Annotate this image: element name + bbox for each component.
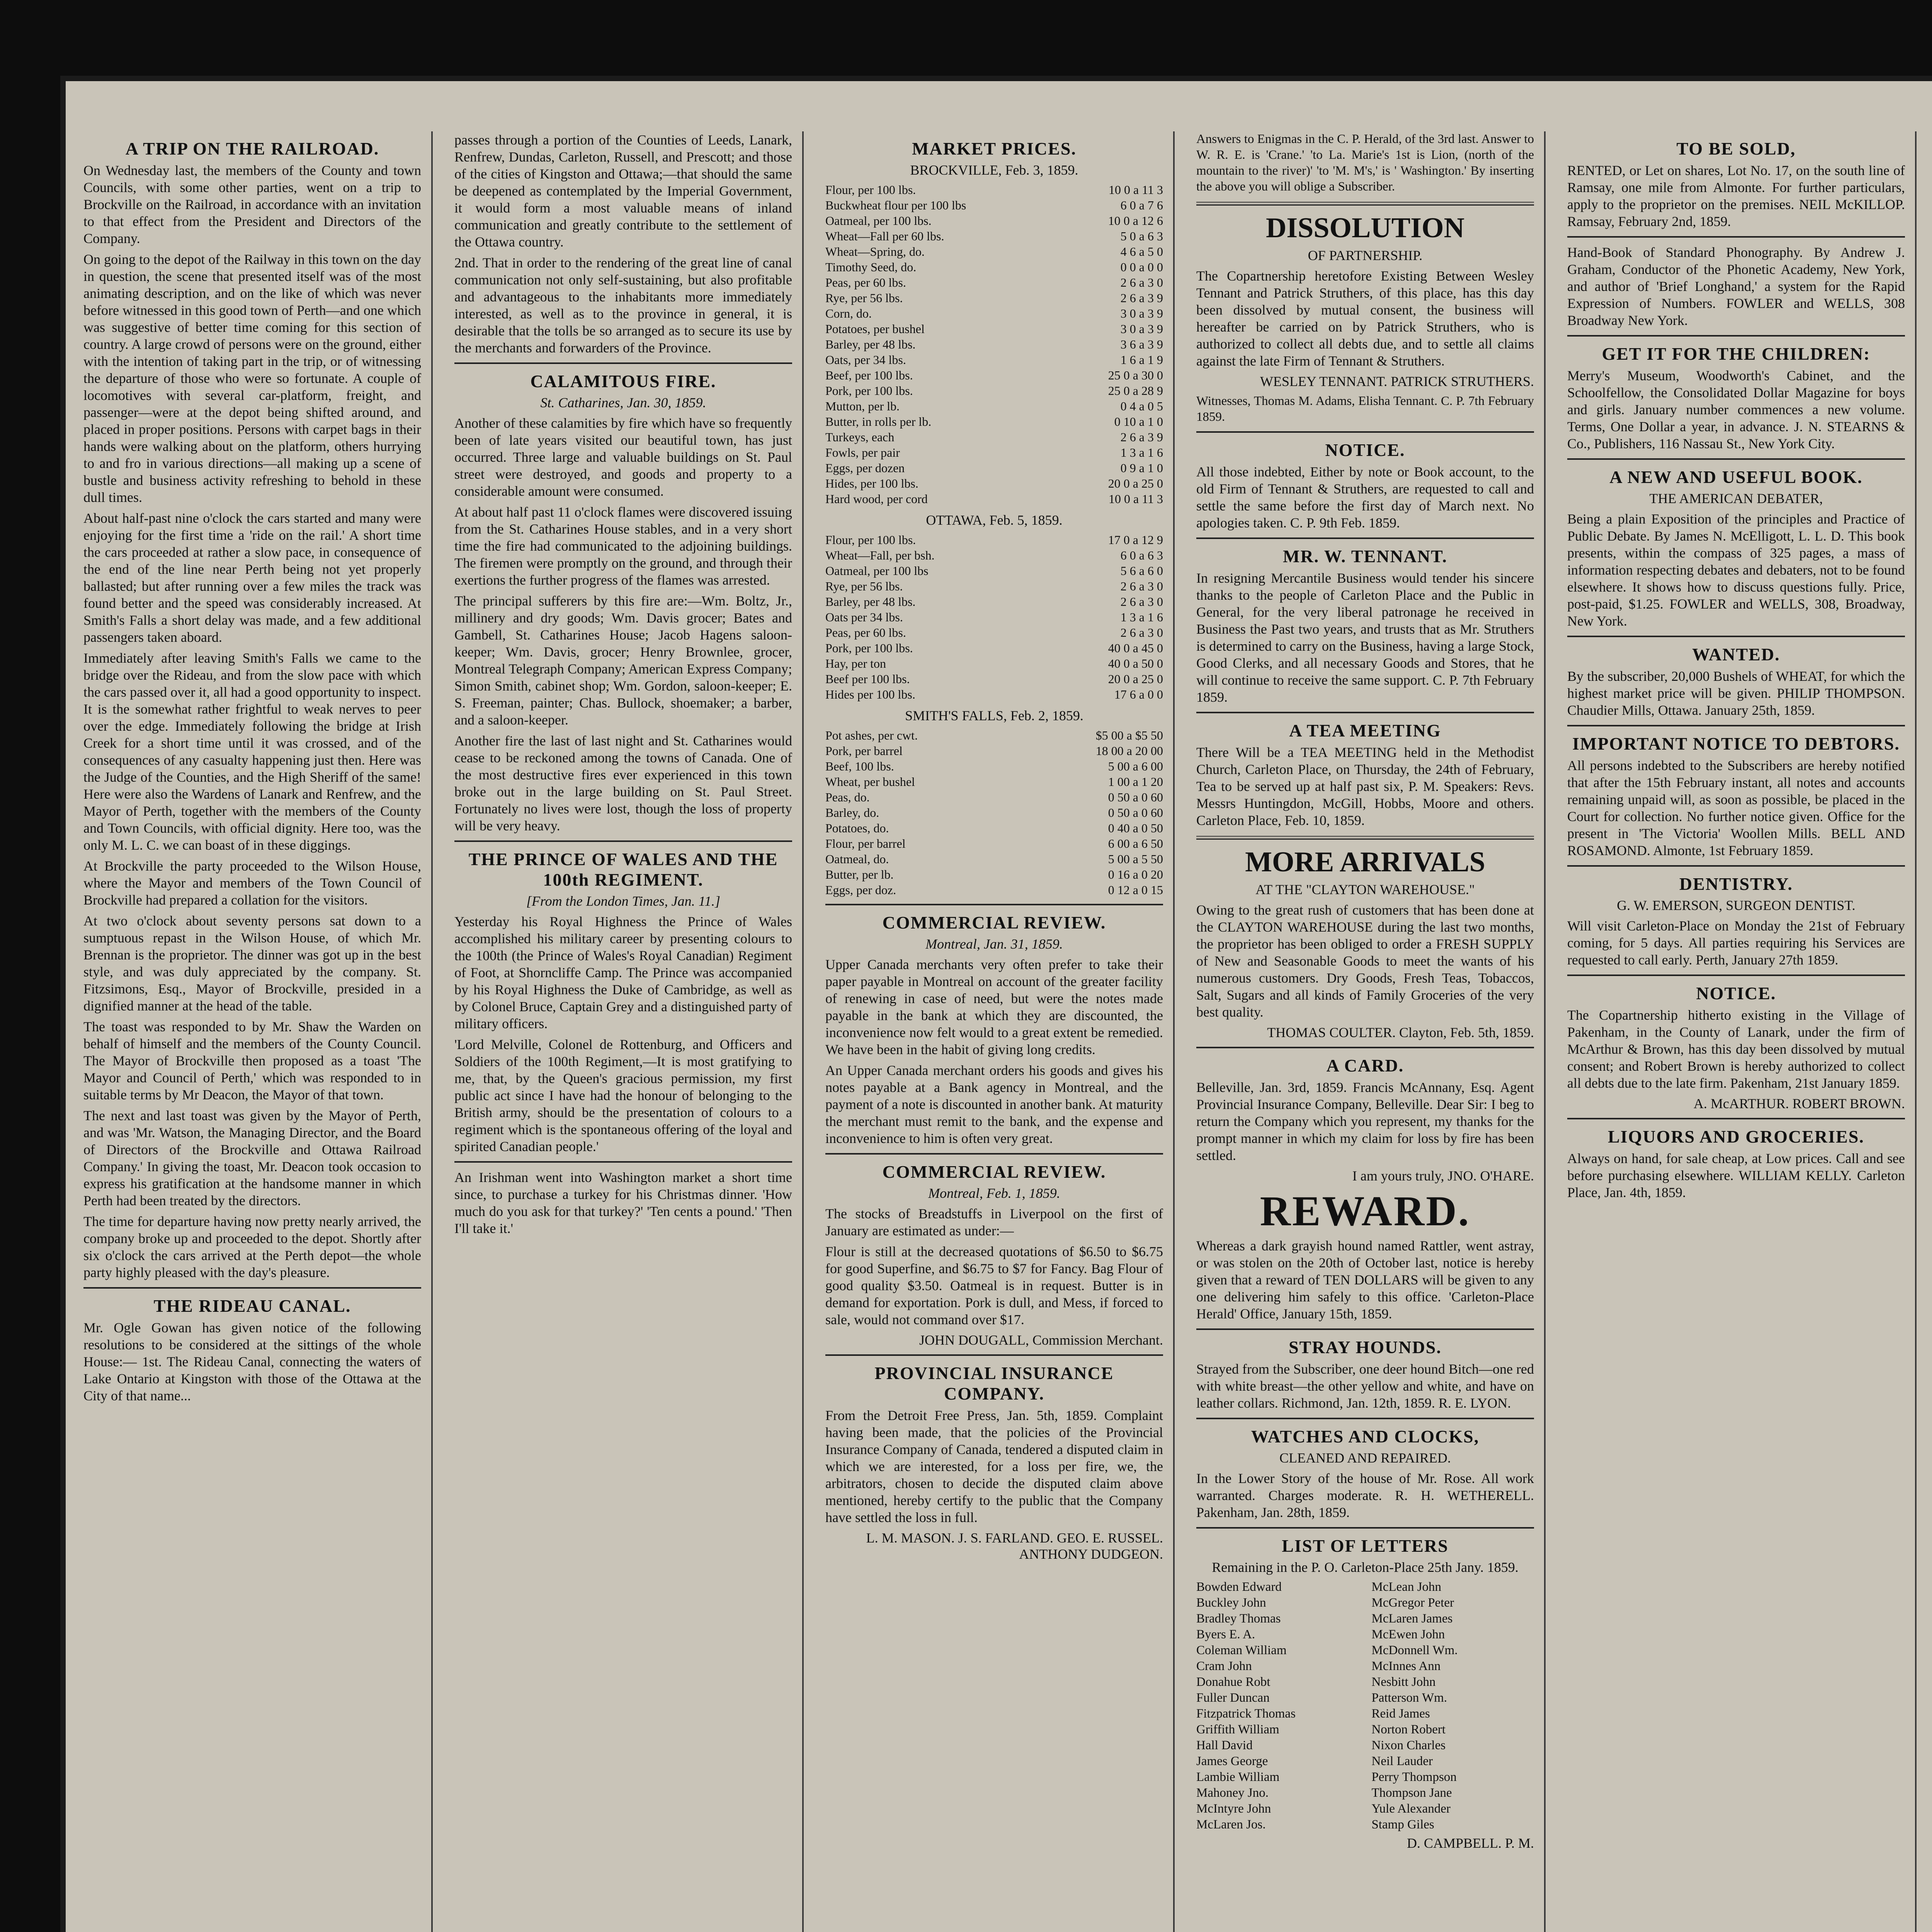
card-signature: I am yours truly, JNO. O'HARE.: [1352, 1168, 1534, 1184]
price-row: [825, 445, 1163, 460]
divider: [1567, 458, 1905, 460]
price-value: 25 0 a 28 9: [1108, 384, 1163, 398]
price-value: 3 6 a 3 9: [1120, 337, 1163, 351]
price-value: 1 3 a 1 6: [1120, 446, 1163, 459]
divider: [454, 362, 792, 364]
price-item: Barley, per 48 lbs.: [825, 337, 916, 351]
price-value: 5 00 a 5 50: [1108, 852, 1163, 866]
list-item: Lambie William: [1196, 1770, 1280, 1784]
price-row: [825, 609, 1163, 625]
price-value: 2 6 a 3 0: [1120, 579, 1163, 593]
list-item: Byers E. A.: [1196, 1628, 1255, 1641]
list-item: Nesbitt John: [1371, 1675, 1436, 1689]
price-row: [825, 836, 1163, 851]
divider: [1567, 975, 1905, 976]
price-value: 4 6 a 5 0: [1120, 245, 1163, 259]
commercial-paragraph: An Upper Canada merchant orders his goods and gives his notes payable at a Bank agency in Montreal, and the payment of a note is discounted in another bank. At maturity the merchant must remit to the bank, and the expense and inconvenience to him is often very great.: [825, 1063, 1163, 1146]
price-item: Flour, per 100 lbs.: [825, 533, 916, 547]
price-row: [825, 640, 1163, 656]
list-item: Donahue Robt: [1196, 1675, 1270, 1689]
divider: [1196, 836, 1534, 840]
list-item: James George: [1196, 1754, 1268, 1768]
newspaper-page: [66, 81, 1932, 1932]
price-value: 0 10 a 1 0: [1114, 415, 1163, 429]
dissolution-signature: WESLEY TENNANT. PATRICK STRUTHERS.: [1260, 374, 1534, 389]
list-item: Fuller Duncan: [1196, 1691, 1270, 1705]
price-item: Flour, per 100 lbs.: [825, 183, 916, 197]
price-value: 0 50 a 0 60: [1108, 806, 1163, 820]
price-value: 20 0 a 25 0: [1108, 476, 1163, 490]
insurance-paragraph: From the Detroit Free Press, Jan. 5th, 1859. Complaint having been made, that the policies of the Provincial Insurance Company of Canada, tendered a disputed claim in which we are interested, for a loss per fire, we, the arbitrators, chosen to decide the disputed claim above mentioned, hereby certify to the public that the Company have settled the loss in full.: [825, 1408, 1163, 1525]
price-item: Hides per 100 lbs.: [825, 687, 915, 701]
divider: [1196, 1418, 1534, 1419]
list-item: Cram John: [1196, 1659, 1252, 1673]
price-value: 0 50 a 0 60: [1108, 790, 1163, 804]
tennant-paragraph: In resigning Mercantile Business would tender his sincere thanks to the people of Carleton Place and the Public in General, for the very liberal patronage he received in Business the Past two years, and trusts that as Mr. Struthers is determined to carry on the Business, having a large Stock, Good Clerks, and all necessary Goods and Stores, that he will continue to receive the same support. C. P. 7th February 1859.: [1196, 570, 1534, 705]
price-row: [825, 625, 1163, 640]
price-value: 6 00 a 6 50: [1108, 837, 1163, 850]
divider: [825, 1354, 1163, 1356]
price-item: Pork, per 100 lbs.: [825, 384, 913, 398]
liquors-paragraph: Always on hand, for sale cheap, at Low prices. Call and see before purchasing elsewhere. WILLIAM KELLY. Carleton Place, Jan. 4th, 1859.: [1567, 1151, 1905, 1200]
trip-paragraph: On Wednesday last, the members of the County and town Councils, with some other parties, went on a trip to Brockville on the Railroad, in accordance with an invitation to that effect from the President and Directors of the Company.: [83, 163, 421, 246]
stray-paragraph: Strayed from the Subscriber, one deer hound Bitch—one red with white breast—the other yellow and white, and have on leather collars. Richmond, Jan. 12th, 1859. R. E. LYON.: [1196, 1361, 1534, 1411]
price-row: [825, 820, 1163, 836]
price-item: Hay, per ton: [825, 656, 886, 670]
review-dateline: Montreal, Feb. 1, 1859.: [928, 1185, 1060, 1201]
commercial-dateline: Montreal, Jan. 31, 1859.: [925, 936, 1063, 952]
calamity-paragraph: Another fire the last of last night and St. Catharines would cease to be reckoned among the towns of Canada. One of the most destructive fires ever experienced in this town broke out in the large building on St. Paul Street. Fortunately no lives were lost, though the loss of property will be very heavy.: [454, 733, 792, 833]
calamity-dateline: St. Catharines, Jan. 30, 1859.: [540, 395, 706, 410]
list-item: McLean John: [1371, 1580, 1442, 1594]
price-row: [825, 671, 1163, 687]
calamity-heading: CALAMITOUS FIRE.: [530, 371, 716, 391]
list-item: Bradley Thomas: [1196, 1612, 1281, 1626]
debtors-heading: IMPORTANT NOTICE TO DEBTORS.: [1572, 734, 1900, 753]
brockville-price-table: [825, 182, 1163, 507]
tennant-heading: MR. W. TENNANT.: [1283, 546, 1447, 566]
divider: [825, 1153, 1163, 1155]
price-row: [825, 563, 1163, 578]
watches-paragraph: In the Lower Story of the house of Mr. Rose. All work warranted. Charges moderate. R. H. WETHERELL. Pakenham, Jan. 28th, 1859.: [1196, 1471, 1534, 1520]
trip-paragraph: At Brockville the party proceeded to the Wilson House, where the Mayor and members of the Town Council of Brockville had prepared a collation for the visitors.: [83, 858, 421, 908]
price-row: [825, 491, 1163, 507]
price-row: [825, 851, 1163, 867]
price-value: 0 12 a 0 15: [1108, 883, 1163, 897]
divider: [825, 904, 1163, 905]
price-value: 40 0 a 50 0: [1108, 656, 1163, 670]
price-value: 17 0 a 12 9: [1108, 533, 1163, 547]
price-item: Eggs, per dozen: [825, 461, 905, 475]
price-row: [825, 548, 1163, 563]
price-item: Butter, per lb.: [825, 867, 894, 881]
notice-paragraph: All those indebted, Either by note or Book account, to the old Firm of Tennant & Struthers, are requested to call and settle the same before the first day of March next. No apologies taken. C. P. 9th Feb. 1859.: [1196, 464, 1534, 531]
dissolution-paragraph: The Copartnership heretofore Existing Between Wesley Tennant and Patrick Struthers, of this place, has this day been dissolved by mutual consent, the business will hereafter be carried on by Patrick Struthers, who is authorized to collect all debts due, and to settle all claims against the late Firm of Tennant & Struthers.: [1196, 268, 1534, 369]
column-5: [1557, 131, 1917, 1932]
review-signature: JOHN DOUGALL, Commission Merchant.: [919, 1332, 1163, 1348]
arrivals-subheading: AT THE "CLAYTON WAREHOUSE.": [1255, 882, 1475, 897]
price-item: Peas, per 60 lbs.: [825, 626, 906, 639]
smiths-falls-price-table: [825, 728, 1163, 898]
price-value: 18 00 a 20 00: [1095, 744, 1163, 758]
price-item: Butter, in rolls per lb.: [825, 415, 932, 429]
list-item: Neil Lauder: [1371, 1754, 1433, 1768]
list-item: Stamp Giles: [1371, 1818, 1434, 1832]
letters-heading: LIST OF LETTERS: [1282, 1536, 1449, 1556]
ottawa-price-table: [825, 532, 1163, 702]
divider: [1196, 431, 1534, 433]
price-item: Barley, do.: [825, 806, 879, 820]
price-value: 0 9 a 1 0: [1120, 461, 1163, 475]
price-value: 6 0 a 6 3: [1120, 548, 1163, 562]
price-row: [825, 867, 1163, 882]
price-value: 2 6 a 3 0: [1120, 595, 1163, 609]
divider: [1567, 865, 1905, 867]
divider: [454, 1161, 792, 1163]
list-item: McDonnell Wm.: [1371, 1643, 1458, 1657]
price-item: Fowls, per pair: [825, 446, 900, 459]
watches-heading: WATCHES AND CLOCKS,: [1251, 1427, 1480, 1446]
insurance-signatures: L. M. MASON. J. S. FARLAND. GEO. E. RUSSEL. ANTHONY DUDGEON.: [866, 1530, 1163, 1562]
liquors-heading: LIQUORS AND GROCERIES.: [1608, 1127, 1864, 1146]
notice-heading: NOTICE.: [1325, 440, 1405, 460]
review-paragraph: The stocks of Breadstuffs in Liverpool on the first of January are estimated as under:—: [825, 1206, 1163, 1238]
letters-signature: D. CAMPBELL. P. M.: [1406, 1835, 1534, 1851]
price-row: [825, 594, 1163, 609]
prince-source: [From the London Times, Jan. 11.]: [526, 893, 720, 909]
price-row: [825, 321, 1163, 337]
price-value: 6 0 a 7 6: [1120, 198, 1163, 212]
column-1: [73, 131, 433, 1932]
children-paragraph: Merry's Museum, Woodworth's Cabinet, and the Schoolfellow, the Consolidated Dollar Magazine for boys and girls. January number commences a new volume. Terms, One Dollar a year, in advance. J. N. STEARNS & Co., Publishers, 116 Nassau St., New York City.: [1567, 368, 1905, 451]
list-item: Norton Robert: [1371, 1723, 1446, 1736]
sold-heading: TO BE SOLD,: [1676, 139, 1796, 158]
divider: [1567, 725, 1905, 726]
price-row: [825, 656, 1163, 671]
list-item: Patterson Wm.: [1371, 1691, 1447, 1705]
price-row: [825, 352, 1163, 367]
price-item: Rye, per 56 lbs.: [825, 291, 903, 305]
price-item: Pork, per barrel: [825, 744, 903, 758]
list-item: Hall David: [1196, 1738, 1253, 1752]
list-item: McLaren James: [1371, 1612, 1453, 1626]
pakenham-notice-heading: NOTICE.: [1696, 983, 1776, 1003]
debater-subheading: THE AMERICAN DEBATER,: [1649, 491, 1823, 506]
price-item: Turkeys, each: [825, 430, 895, 444]
price-row: [825, 213, 1163, 228]
divider: [1196, 537, 1534, 539]
list-item: Coleman William: [1196, 1643, 1287, 1657]
trip-paragraph: The toast was responded to by Mr. Shaw the Warden on behalf of himself and the members of the County Council. The Mayor of Brockville then proposed as a toast 'The Mayor and Council of Perth,' which was responded to in suitable terms by Mr Deacon, the Mayor of that town.: [83, 1019, 421, 1102]
price-item: Pot ashes, per cwt.: [825, 728, 918, 742]
pakenham-notice-signature: A. McARTHUR. ROBERT BROWN.: [1693, 1096, 1905, 1111]
price-row: [825, 244, 1163, 259]
price-row: [825, 290, 1163, 306]
arrivals-paragraph: Owing to the great rush of customers that has been done at the CLAYTON WAREHOUSE during the last two months, the proprietor has been obliged to order a FRESH SUPPLY of New and Seasonable Goods to meet the wants of his numerous customers. Dry Goods, Fresh Teas, Tobaccos, Salt, Sugars and all kinds of Family Groceries of the very best quality.: [1196, 902, 1534, 1020]
canal-paragraph: passes through a portion of the Counties of Leeds, Lanark, Renfrew, Dundas, Carleton, Russell, and Prescott; and those of the cities of Kingston and Ottawa;—that should the same be deepened as contemplated by the Imperial Government, it would form a most valuable means of inland communication and greatly contribute to the settlement of the Ottawa country.: [454, 132, 792, 250]
wanted-heading: WANTED.: [1692, 645, 1780, 664]
list-item: Yule Alexander: [1371, 1802, 1451, 1816]
price-row: [825, 476, 1163, 491]
price-row: [825, 228, 1163, 244]
price-item: Barley, per 48 lbs.: [825, 595, 916, 609]
price-item: Wheat—Spring, do.: [825, 245, 925, 259]
list-item: McEwen John: [1371, 1628, 1445, 1641]
price-value: 2 6 a 3 0: [1120, 626, 1163, 639]
list-item: Perry Thompson: [1371, 1770, 1457, 1784]
list-item: Mahoney Jno.: [1196, 1786, 1269, 1800]
price-value: 17 6 a 0 0: [1114, 687, 1163, 701]
card-paragraph: Belleville, Jan. 3rd, 1859. Francis McAnnany, Esq. Agent Provincial Insurance Company, Belleville. Dear Sir: I beg to return the Company which you represent, my thanks for the prompt manner in which my claim for loss by fire has been settled.: [1196, 1080, 1534, 1163]
price-value: 0 40 a 0 50: [1108, 821, 1163, 835]
price-row: [825, 337, 1163, 352]
price-value: 1 3 a 1 6: [1120, 610, 1163, 624]
trip-heading: A TRIP ON THE RAILROAD.: [125, 139, 379, 158]
price-value: 3 0 a 3 9: [1120, 322, 1163, 336]
price-item: Wheat—Fall per 60 lbs.: [825, 229, 944, 243]
commercial-heading: COMMERCIAL REVIEW.: [882, 913, 1106, 932]
tea-meeting-heading: A TEA MEETING: [1289, 721, 1441, 740]
card-heading: A CARD.: [1326, 1056, 1404, 1075]
price-value: 2 6 a 3 9: [1120, 291, 1163, 305]
list-item: Thompson Jane: [1371, 1786, 1452, 1800]
review-paragraph: Flour is still at the decreased quotations of $6.50 to $6.75 for good Superfine, and $6.75 to $7 for Fancy. Bag Flour of good quality $3.50. Oatmeal is in request. Butter is in demand for exportation. Pork is dull, and Mess, if forced to sale, would not command over $17.: [825, 1244, 1163, 1327]
ottawa-heading: OTTAWA, Feb. 5, 1859.: [926, 512, 1063, 528]
price-row: [825, 259, 1163, 275]
commercial-paragraph: Upper Canada merchants very often prefer to take their paper payable in Montreal on account of the greater facility of renewing in case of need, but were the notes made payable in the bank at which they are discounted, the inconvenience now felt would to a great extent be remedied. We have been in the habit of giving long credits.: [825, 957, 1163, 1057]
debater-paragraph: Being a plain Exposition of the principles and Practice of Public Debate. By James N. McElligott, L. L. D. This book presents, within the compass of 325 pages, a mass of information respecting debates and debaters, not to be found elsewhere. It shows how to discuss questions fully. Price, post-paid, $1.25. FOWLER and WELLS, 308, Broadway, New York.: [1567, 511, 1905, 629]
smiths-falls-heading: SMITH'S FALLS, Feb. 2, 1859.: [905, 708, 1083, 723]
prince-heading: THE PRINCE OF WALES AND THE 100th REGIMENT.: [468, 849, 778, 889]
price-item: Beef, 100 lbs.: [825, 759, 894, 773]
price-value: 2 6 a 3 0: [1120, 276, 1163, 289]
price-item: Pork, per 100 lbs.: [825, 641, 913, 655]
price-item: Peas, do.: [825, 790, 870, 804]
letters-subheading: Remaining in the P. O. Carleton-Place 25th Jany. 1859.: [1212, 1560, 1519, 1575]
price-value: 40 0 a 45 0: [1108, 641, 1163, 655]
price-item: Oatmeal, do.: [825, 852, 889, 866]
divider: [1567, 236, 1905, 238]
watches-subheading: CLEANED AND REPAIRED.: [1279, 1450, 1451, 1466]
list-item: McInnes Ann: [1371, 1659, 1441, 1673]
price-value: 25 0 a 30 0: [1108, 368, 1163, 382]
letters-list: [1196, 1579, 1534, 1833]
price-row: [825, 759, 1163, 774]
list-item: Buckley John: [1196, 1596, 1266, 1610]
price-item: Peas, per 60 lbs.: [825, 276, 906, 289]
divider: [1196, 1047, 1534, 1048]
column-3: [815, 131, 1175, 1932]
prince-paragraph: 'Lord Melville, Colonel de Rottenburg, and Officers and Soldiers of the 100th Regiment,—It is most gratifying to me, that, by the Queen's gracious permission, my first public act since I have had the honour of belonging to the British army, should be the presentation of colours to a regiment which is the spontaneous offering of the loyal and spirited Canadian people.': [454, 1037, 792, 1154]
wanted-paragraph: By the subscriber, 20,000 Bushels of WHEAT, for which the highest market price will be given. PHILIP THOMPSON. Chaudier Mills, Ottawa. January 25th, 1859.: [1567, 668, 1905, 718]
divider: [1196, 712, 1534, 713]
price-row: [825, 429, 1163, 445]
review-heading: COMMERCIAL REVIEW.: [882, 1162, 1106, 1182]
price-item: Eggs, per doz.: [825, 883, 896, 897]
price-item: Corn, do.: [825, 306, 872, 320]
price-row: [825, 728, 1163, 743]
dentistry-subheading: G. W. EMERSON, SURGEON DENTIST.: [1617, 898, 1855, 913]
price-item: Mutton, per lb.: [825, 399, 900, 413]
arrivals-signature: THOMAS COULTER. Clayton, Feb. 5th, 1859.: [1267, 1025, 1534, 1040]
column-6a: [1928, 131, 1932, 1932]
list-item: Nixon Charles: [1371, 1738, 1446, 1752]
price-value: $5 00 a $5 50: [1095, 728, 1163, 742]
divider: [1196, 1527, 1534, 1529]
calamity-paragraph: At about half past 11 o'clock flames were discovered issuing from the St. Catharines House stables, and in a very short time the fire had communicated to the adjoining buildings. The firemen were promptly on the ground, and through their exertions the further progress of the flames was arrested.: [454, 504, 792, 588]
reward-paragraph: Whereas a dark grayish hound named Rattler, went astray, or was stolen on the 20th of October last, notice is hereby given that a reward of TEN DOLLARS will be given to any one delivering him safely to this office. 'Carleton-Place Herald' Office, January 15th, 1859.: [1196, 1238, 1534, 1321]
trip-paragraph: Immediately after leaving Smith's Falls we came to the bridge over the Rideau, and from the slow pace with which the cars passed over it, all had a good opportunity to inspect. It is the somewhat rather frightful to weak nerves to peer over the edge. Immediately following the bridge at Irish Creek for a short time until it was crossed, and of the consequences of any casualty happening just then. Here was the Judge of the Counties, and the High Sheriff of the same! Here were also the Wardens of Lanark and Renfrew, and the Mayor of Perth, together with the members of the County and Town Councils, with official dignity. Here too, was the only M. L. C. we can boast of in these diggings.: [83, 650, 421, 853]
list-item: Fitzpatrick Thomas: [1196, 1707, 1296, 1721]
price-row: [825, 578, 1163, 594]
price-row: [825, 367, 1163, 383]
arrivals-heading: MORE ARRIVALS: [1245, 846, 1485, 878]
price-item: Hard wood, per cord: [825, 492, 928, 506]
price-row: [825, 414, 1163, 429]
price-item: Oatmeal, per 100 lbs: [825, 564, 929, 578]
price-item: Wheat, per bushel: [825, 775, 915, 789]
calamity-paragraph: The principal sufferers by this fire are:—Wm. Boltz, Jr., millinery and dry goods; Wm. Davis grocer; Bates and Gambell, St. Catharines House; Jacob Hagens saloon-keeper; Wm. Davis, grocer; Henry Brownlee, grocer, Montreal Telegraph Company; American Express Company; Simon Smith, cabinet shop; Wm. Gordon, saloon-keeper; E. S. Freeman, painter; Chas. Bullock, shoemaker; a barber, and a saloon-keeper.: [454, 593, 792, 728]
list-item: McLaren Jos.: [1196, 1818, 1266, 1832]
pakenham-notice-paragraph: The Copartnership hitherto existing in the Village of Pakenham, in the County of Lanark, under the firm of McArthur & Brown, has this day been dissolved by mutual consent; and Robert Brown is hereby authorized to collect all debts due to the late firm. Pakenham, 21st January 1859.: [1567, 1007, 1905, 1091]
price-row: [825, 882, 1163, 898]
divider: [1196, 1328, 1534, 1330]
list-item: McIntyre John: [1196, 1802, 1271, 1816]
dissolution-witnesses: Witnesses, Thomas M. Adams, Elisha Tennant. C. P. 7th February 1859.: [1196, 394, 1534, 424]
list-item: Bowden Edward: [1196, 1580, 1282, 1594]
price-row: [825, 460, 1163, 476]
reward-heading: REWARD.: [1260, 1187, 1471, 1235]
price-row: [825, 398, 1163, 414]
column-2: [444, 131, 804, 1932]
price-row: [825, 197, 1163, 213]
dentistry-heading: DENTISTRY.: [1679, 874, 1793, 894]
price-value: 2 6 a 3 9: [1120, 430, 1163, 444]
trip-paragraph: The time for departure having now pretty nearly arrived, the company broke up and proceeded to the depot. Shortly after six o'clock the cars arrived at the Perth depot—the whole party highly pleased with the day's pleasure.: [83, 1214, 421, 1280]
trip-paragraph: The next and last toast was given by the Mayor of Perth, and was 'Mr. Watson, the Managing Director, and the Board of Directors of the Brockville and Ottawa Railroad Company.' In giving the toast, Mr. Deacon took occasion to express his gratification at the handsome manner in which Perth had been treated by the directors.: [83, 1108, 421, 1208]
price-item: Beef, per 100 lbs.: [825, 368, 913, 382]
price-value: 10 0 a 11 3: [1108, 492, 1163, 506]
price-value: 0 4 a 0 5: [1120, 399, 1163, 413]
price-row: [825, 743, 1163, 759]
phonography-paragraph: Hand-Book of Standard Phonography. By Andrew J. Graham, Conductor of the Phonetic Academy, New York, and author of 'Brief Longhand,' a system for the Rapid Expression of Numbers. FOWLER and WELLS, 308 Broadway New York.: [1567, 245, 1905, 328]
price-item: Potatoes, do.: [825, 821, 889, 835]
dissolution-heading: DISSOLUTION: [1265, 212, 1465, 244]
price-value: 1 00 a 1 20: [1108, 775, 1163, 789]
price-value: 5 0 a 6 3: [1120, 229, 1163, 243]
price-value: 3 0 a 3 9: [1120, 306, 1163, 320]
prince-paragraph: Yesterday his Royal Highness the Prince of Wales accomplished his military career by presenting colours to the 100th (the Prince of Wales's Royal Canadian) Regiment of Foot, at Shorncliffe Camp. The Prince was accompanied by his Royal Highness the Duke of Cambridge, as well as by Colonel Bruce, Captain Grey and a distinguished party of military officers.: [454, 914, 792, 1031]
trip-paragraph: At two o'clock about seventy persons sat down to a sumptuous repast in the Wilson House, of which Mr. Brennan is the proprietor. The dinner was got up in the best style, and was duly appreciated by the company. St. Fitzsimons, Esq., Mayor of Brockville, presided in a dignified manner at the head of the table.: [83, 913, 421, 1014]
price-row: [825, 275, 1163, 290]
price-item: Rye, per 56 lbs.: [825, 579, 903, 593]
canal-heading: THE RIDEAU CANAL.: [153, 1296, 351, 1316]
children-heading: GET IT FOR THE CHILDREN:: [1602, 344, 1871, 364]
enigma-answers: Answers to Enigmas in the C. P. Herald, of the 3rd last. Answer to W. R. E. is 'Crane.' 'to La. Marie's 1st is Lion, (north of the mountain to the river)' 'to 'M. M's,' is ' Washington.' By inserting the above you will oblige a Subscriber.: [1196, 132, 1534, 194]
debtors-paragraph: All persons indebted to the Subscribers are hereby notified that after the 15th February instant, all notes and accounts remaining unpaid will, as soon as possible, be placed in the Court for collection. No further notice given. Office for the present in 'The Victoria' Woollen Mills. BELL AND ROSAMOND. Almonte, 1st February 1859.: [1567, 758, 1905, 858]
price-value: 0 16 a 0 20: [1108, 867, 1163, 881]
list-item: Griffith William: [1196, 1723, 1279, 1736]
price-item: Wheat—Fall, per bsh.: [825, 548, 935, 562]
divider: [454, 840, 792, 842]
stray-heading: STRAY HOUNDS.: [1289, 1337, 1442, 1357]
price-value: 10 0 a 11 3: [1108, 183, 1163, 197]
price-value: 20 0 a 25 0: [1108, 672, 1163, 686]
price-item: Hides, per 100 lbs.: [825, 476, 918, 490]
brockville-heading: BROCKVILLE, Feb. 3, 1859.: [910, 162, 1078, 178]
canal-paragraph: Mr. Ogle Gowan has given notice of the following resolutions to be considered at the sittings of the whole House:— 1st. The Rideau Canal, connecting the waters of Lake Ontario at Kingston with those of the Ottawa at the City of that name...: [83, 1320, 421, 1403]
price-row: [825, 789, 1163, 805]
debater-heading: A NEW AND USEFUL BOOK.: [1609, 467, 1863, 487]
price-value: 5 6 a 6 0: [1120, 564, 1163, 578]
divider: [1567, 636, 1905, 637]
canal-paragraph: 2nd. That in order to the rendering of the great line of canal communication not only self-sustaining, but also profitable and advantageous to the inhabitants more immediately interested, as well as to the province in general, it is desirable that the tolls be so arranged as to secure its use by the merchants and forwarders of the Province.: [454, 255, 792, 355]
divider: [1567, 335, 1905, 337]
list-item: Reid James: [1371, 1707, 1430, 1721]
divider: [83, 1287, 421, 1289]
price-item: Oats, per 34 lbs.: [825, 353, 906, 367]
price-item: Potatoes, per bushel: [825, 322, 925, 336]
price-value: 10 0 a 12 6: [1108, 214, 1163, 228]
price-value: 5 00 a 6 00: [1108, 759, 1163, 773]
price-row: [825, 182, 1163, 197]
dentistry-paragraph: Will visit Carleton-Place on Monday the 21st of February coming, for 5 days. All parties requiring his Services are requested to call early. Perth, January 27th 1859.: [1567, 918, 1905, 968]
tea-meeting-paragraph: There Will be a TEA MEETING held in the Methodist Church, Carleton Place, on Thursday, the 24th of February, Tea to be served up at half past six, P. M. Speakers: Revs. Messrs Huntingdon, McGill, Hobbs, Moore and others. Carleton Place, Feb. 10, 1859.: [1196, 745, 1534, 828]
price-item: Buckwheat flour per 100 lbs: [825, 198, 966, 212]
price-item: Oats per 34 lbs.: [825, 610, 903, 624]
price-item: Flour, per barrel: [825, 837, 906, 850]
price-row: [825, 774, 1163, 789]
price-item: Oatmeal, per 100 lbs.: [825, 214, 932, 228]
market-heading: MARKET PRICES.: [912, 139, 1077, 158]
calamity-paragraph: Another of these calamities by fire which have so frequently been of late years visited our beautiful town, has just occurred. Three large and valuable buildings on St. Paul street were destroyed, and goods and property to a considerable amount were consumed.: [454, 415, 792, 499]
insurance-heading: PROVINCIAL INSURANCE COMPANY.: [874, 1363, 1114, 1403]
price-value: 1 6 a 1 9: [1120, 353, 1163, 367]
price-row: [825, 383, 1163, 398]
divider: [1567, 1118, 1905, 1119]
trip-paragraph: About half-past nine o'clock the cars started and many were enjoying for the first time a 'ride on the rail.' A short time the cars proceeded at rather a slow pace, in consequence of the end of the line near Perth being not yet properly ballasted; but after running over a few miles the track was found better and the speed was considerably increased. At Smith's Falls a short delay was made, and a few additional passengers taken aboard.: [83, 510, 421, 645]
price-item: Beef per 100 lbs.: [825, 672, 910, 686]
price-row: [825, 532, 1163, 548]
divider: [1196, 202, 1534, 206]
column-4: [1186, 131, 1546, 1932]
list-item: McGregor Peter: [1371, 1596, 1454, 1610]
trip-paragraph: On going to the depot of the Railway in this town on the day in question, the scene that presented itself was of the most animating description, and on the like of which was never before witnessed in this good town of Perth—and one which was suggestive of better time coming for this section of country. A large crowd of persons were on the ground, either with the intention of taking part in the trip, or of witnessing the departure of those who were so fortunate. A couple of locomotives with several car-platform, freight, and passenger—were at the depot being shifted around, and placed in proper positions. Persons with carpet bags in their hands were walking about on the platform, others hurrying to and fro in various directions—all making up a scene of bustle and business activity refreshing to behold in these dull times.: [83, 252, 421, 505]
dissolution-subheading: OF PARTNERSHIP.: [1308, 248, 1423, 263]
price-value: 0 0 a 0 0: [1120, 260, 1163, 274]
price-row: [825, 306, 1163, 321]
price-row: [825, 805, 1163, 820]
anecdote-paragraph: An Irishman went into Washington market a short time since, to purchase a turkey for his Christmas dinner. 'How much do you ask for that turkey?' 'Ten cents a pound.' 'Then I'll take it.': [454, 1170, 792, 1236]
sold-paragraph: RENTED, or Let on shares, Lot No. 17, on the south line of Ramsay, one mile from Almonte. For further particulars, apply to the proprietor on the premises. NEIL McKILLOP. Ramsay, February 2nd, 1859.: [1567, 163, 1905, 229]
price-row: [825, 687, 1163, 702]
price-item: Timothy Seed, do.: [825, 260, 917, 274]
